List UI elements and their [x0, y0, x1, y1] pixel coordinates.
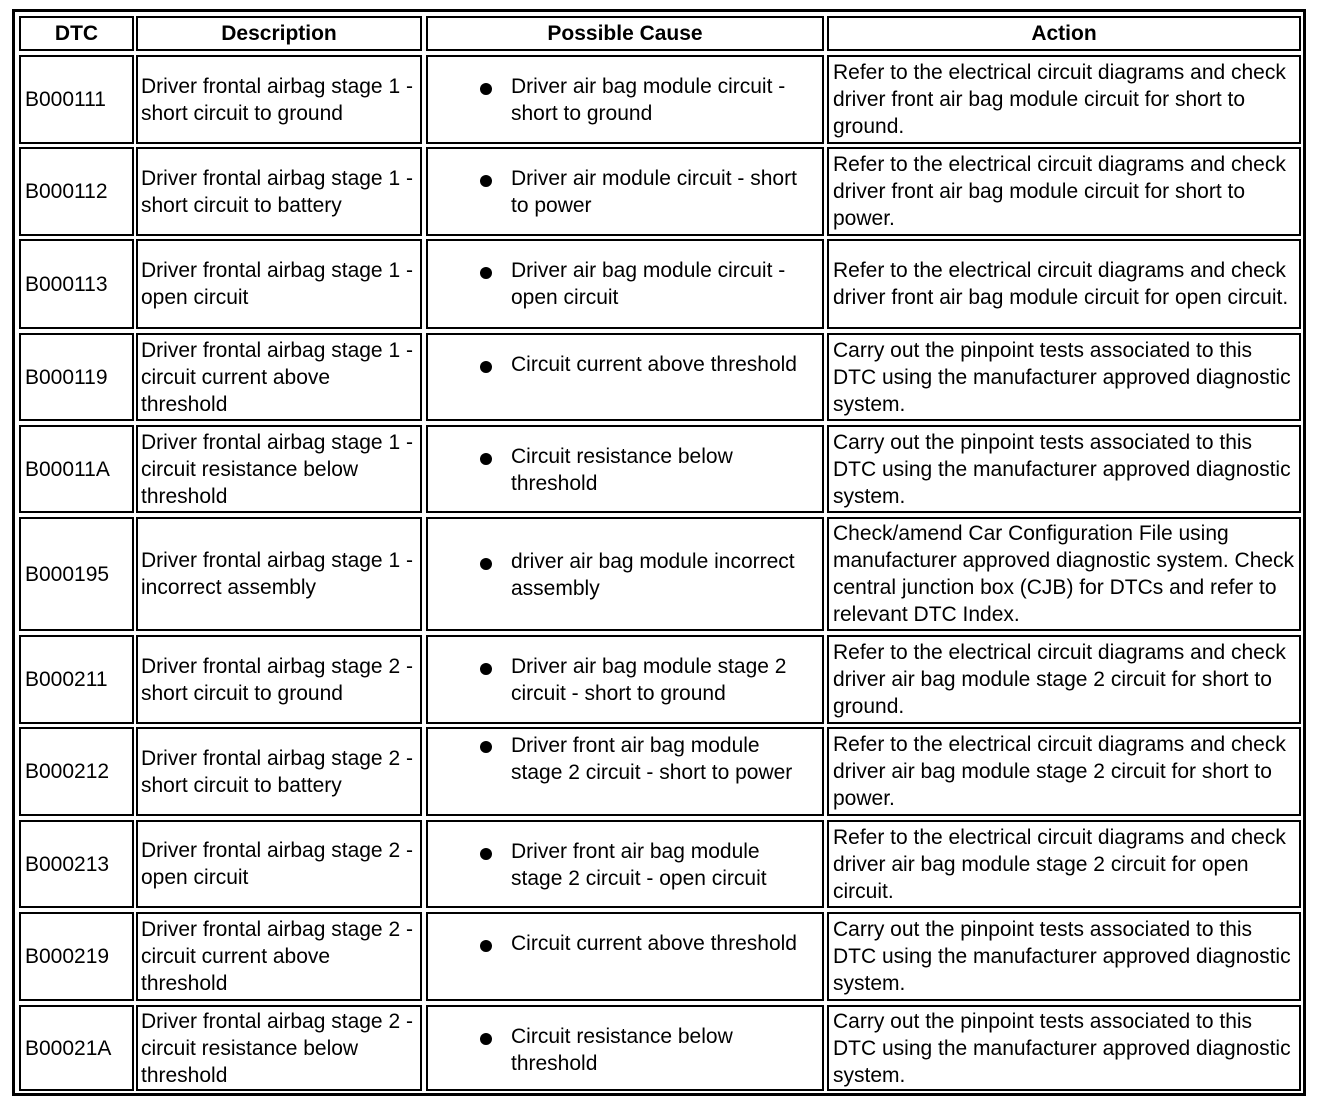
possible-cause-text: Circuit current above threshold [511, 932, 797, 955]
action-cell [827, 635, 1301, 724]
description-cell [136, 333, 422, 421]
dtc-code-cell [19, 147, 134, 236]
action-text: Refer to the electrical circuit diagrams and check driver front air bag module circuit for short to power. [833, 153, 1286, 230]
action-cell [827, 912, 1301, 1001]
bullet-icon [480, 361, 492, 373]
description-text: Driver frontal airbag stage 1 - short circuit to ground [141, 74, 413, 125]
possible-cause-text: Driver front air bag module stage 2 circuit - short to power [511, 734, 793, 784]
description-cell [136, 147, 422, 236]
dtc-code: B000213 [25, 852, 110, 876]
header-description: Description [136, 16, 422, 51]
possible-cause-cell [426, 425, 824, 513]
dtc-code: B000212 [25, 760, 110, 783]
possible-cause-cell [426, 55, 824, 144]
action-cell [827, 727, 1301, 816]
action-text: Carry out the pinpoint tests associated to this DTC using the manufacturer approved diagnostic system. [833, 1009, 1291, 1087]
bullet-icon [480, 940, 492, 952]
bullet-icon [480, 1033, 492, 1045]
description-text: Driver frontal airbag stage 2 - circuit resistance below threshold [141, 1009, 413, 1087]
possible-cause-text: Driver air bag module circuit - short to ground [511, 75, 786, 125]
action-cell [827, 55, 1301, 144]
possible-cause-text: Circuit resistance below threshold [511, 445, 733, 495]
action-text: Refer to the electrical circuit diagrams and check driver air bag module stage 2 circuit for open circuit. [833, 825, 1286, 903]
possible-cause-text: Driver air bag module stage 2 circuit - short to ground [511, 655, 787, 705]
dtc-code-cell [19, 333, 134, 421]
bullet-icon [480, 558, 492, 570]
action-text: Refer to the electrical circuit diagrams and check driver air bag module stage 2 circuit for short to power. [833, 733, 1286, 810]
action-text: Carry out the pinpoint tests associated to this DTC using the manufacturer approved diagnostic system. [833, 338, 1291, 416]
possible-cause-cell [426, 333, 824, 421]
action-cell [827, 820, 1301, 908]
dtc-code-cell [19, 517, 134, 631]
bullet-icon [480, 663, 492, 675]
dtc-code: B000195 [25, 562, 110, 586]
description-cell [136, 239, 422, 329]
dtc-table [12, 9, 1306, 1096]
dtc-code-cell [19, 635, 134, 724]
action-cell [827, 517, 1301, 631]
description-cell [136, 1005, 422, 1091]
description-text: Driver frontal airbag stage 2 - open circuit [141, 839, 413, 889]
description-cell [136, 635, 422, 724]
description-text: Driver frontal airbag stage 1 - circuit resistance below threshold [141, 430, 413, 508]
action-cell [827, 239, 1301, 329]
action-cell [827, 425, 1301, 513]
dtc-code: B000219 [25, 945, 110, 968]
possible-cause-cell [426, 517, 824, 631]
possible-cause-text: Driver air bag module circuit - open circuit [511, 259, 786, 309]
description-text: Driver frontal airbag stage 2 - circuit current above threshold [141, 918, 413, 995]
header-possible-cause: Possible Cause [426, 16, 824, 51]
description-cell [136, 517, 422, 631]
possible-cause-cell [426, 912, 824, 1001]
dtc-code-cell [19, 912, 134, 1001]
possible-cause-text: Circuit current above threshold [511, 353, 797, 376]
possible-cause-text: Driver front air bag module stage 2 circuit - open circuit [511, 840, 767, 890]
description-cell [136, 912, 422, 1001]
possible-cause-cell [426, 635, 824, 724]
description-cell [136, 727, 422, 816]
dtc-code: B00021A [25, 1036, 112, 1060]
action-text: Check/amend Car Configuration File using manufacturer approved diagnostic system. Check central junction box (CJB) for DTCs and refer to relevant DTC Index. [833, 522, 1295, 626]
bullet-icon [480, 175, 492, 187]
bullet-icon [480, 83, 492, 95]
action-cell [827, 333, 1301, 421]
possible-cause-cell [426, 727, 824, 816]
dtc-code-cell [19, 55, 134, 144]
dtc-code-cell [19, 425, 134, 513]
action-text: Carry out the pinpoint tests associated to this DTC using the manufacturer approved diagnostic system. [833, 430, 1291, 508]
possible-cause-cell [426, 147, 824, 236]
possible-cause-cell [426, 1005, 824, 1091]
description-cell [136, 55, 422, 144]
possible-cause-cell [426, 820, 824, 908]
bullet-icon [480, 453, 492, 465]
possible-cause-text: Driver air module circuit - short to power [511, 167, 797, 217]
dtc-code: B000119 [25, 365, 108, 389]
description-cell [136, 820, 422, 908]
dtc-code-cell [19, 1005, 134, 1091]
header-dtc: DTC [19, 16, 134, 51]
action-cell [827, 147, 1301, 236]
possible-cause-text: driver air bag module incorrect assembly [511, 550, 795, 600]
description-text: Driver frontal airbag stage 2 - short circuit to ground [141, 654, 413, 705]
action-text: Refer to the electrical circuit diagrams and check driver front air bag module circuit for open circuit. [833, 259, 1289, 309]
description-text: Driver frontal airbag stage 1 - incorrect assembly [141, 549, 413, 599]
possible-cause-text: Circuit resistance below threshold [511, 1025, 733, 1075]
description-text: Driver frontal airbag stage 1 - circuit current above threshold [141, 338, 413, 416]
bullet-icon [480, 848, 492, 860]
action-text: Refer to the electrical circuit diagrams and check driver air bag module stage 2 circuit for short to ground. [833, 641, 1286, 718]
action-text: Carry out the pinpoint tests associated to this DTC using the manufacturer approved diagnostic system. [833, 918, 1291, 995]
action-cell [827, 1005, 1301, 1091]
dtc-code: B00011A [25, 457, 110, 481]
action-text: Refer to the electrical circuit diagrams and check driver front air bag module circuit for short to ground. [833, 61, 1286, 138]
dtc-code-cell [19, 727, 134, 816]
description-cell [136, 425, 422, 513]
description-text: Driver frontal airbag stage 1 - open circuit [141, 259, 413, 309]
description-text: Driver frontal airbag stage 2 - short circuit to battery [141, 746, 413, 797]
dtc-code: B000211 [25, 668, 108, 691]
dtc-code-cell [19, 239, 134, 329]
header-action: Action [827, 16, 1301, 51]
dtc-code: B000111 [25, 88, 106, 111]
bullet-icon [480, 267, 492, 279]
description-text: Driver frontal airbag stage 1 - short circuit to battery [141, 166, 413, 217]
dtc-code: B000112 [25, 180, 108, 203]
dtc-code-cell [19, 820, 134, 908]
dtc-code: B000113 [25, 272, 108, 296]
possible-cause-cell [426, 239, 824, 329]
bullet-icon [480, 741, 492, 753]
